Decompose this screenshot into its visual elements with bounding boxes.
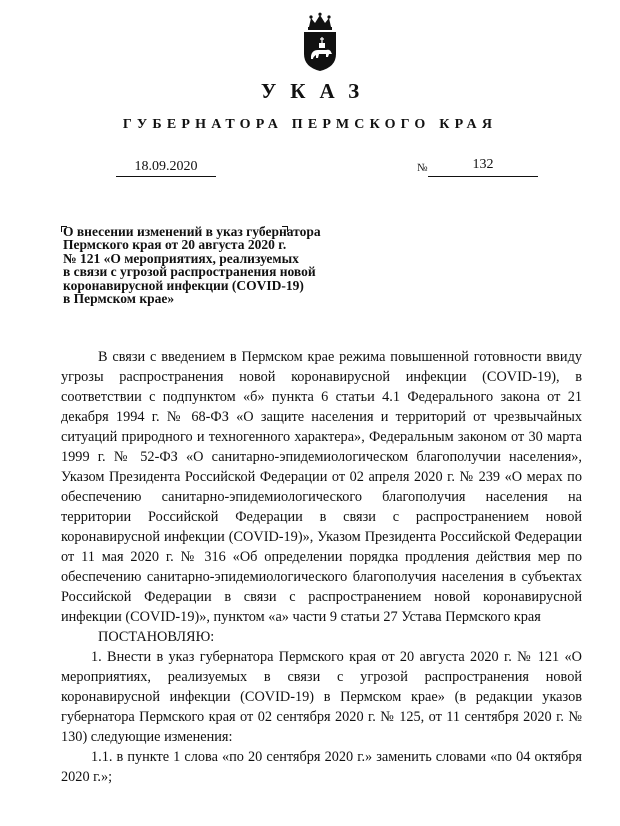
- document-date: 18.09.2020: [116, 158, 216, 177]
- heading-line: коронавирусной инфекции (COVID-19): [63, 277, 304, 293]
- document-heading: [63, 225, 383, 305]
- number-sign: №: [417, 162, 428, 174]
- heading-line: в связи с угрозой распространения новой: [63, 264, 316, 280]
- heading-line: Пермского края от 20 августа 2020 г.: [63, 237, 287, 253]
- document-body: [61, 347, 582, 787]
- document-title: УКАЗ: [260, 79, 374, 103]
- item-1-paragraph: 1. Внести в указ губернатора Пермского края от 20 августа 2020 г. № 121 «О мероприятиях, реализуемых в связи с угрозой распространения новой коронавирусной инфекции (COVID-19) в Пермском крае» (в редакции указов губернатора Пермского края от 02 сентября 2020 г. № 125, от 11 сентября 2020 г. № 130) следующие изменения:: [61, 649, 582, 745]
- heading-line: О внесении изменений в указ губернатора: [63, 224, 321, 239]
- item-1-1-paragraph: 1.1. в пункте 1 слова «по 20 сентября 2020 г.» заменить словами «по 04 октября 2020 г.»;: [61, 749, 582, 785]
- decree-word: ПОСТАНОВЛЯЮ:: [98, 629, 215, 645]
- document-issuer: ГУБЕРНАТОРА ПЕРМСКОГО КРАЯ: [122, 117, 498, 132]
- heading-line: в Пермском крае»: [63, 291, 175, 307]
- heading-line: № 121 «О мероприятиях, реализуемых: [63, 250, 299, 266]
- preamble-paragraph: В связи с введением в Пермском крае режима повышенной готовности ввиду угрозы распространения новой коронавирусной инфекции (COVID-19), в соответствии с подпунктом «б» пункта 6 статьи 4.1 Федерального закона от 21 декабря 1994 г. № 68-ФЗ «О защите населения и территорий от чрезвычайных ситуаций природного и техногенного характера», Федеральным законом от 30 марта 1999 г. № 52-ФЗ «О санитарно-эпидемиологическом благополучии населения», Указом Президента Российской Федерации от 02 апреля 2020 г. № 239 «О мерах по обеспечению санитарно-эпидемиологического благополучия населения на территории Российской Федерации в связи с распространением новой коронавирусной инфекции (COVID-19)», Указом Президента Российской Федерации от 11 мая 2020 г. № 316 «Об определении порядка продления действия мер по обеспечению санитарно-эпидемиологического благополучия населения в субъектах Российской Федерации в связи с распространением новой коронавирусной инфекции (COVID-19)», пунктом «а» части 9 статьи 27 Устава Пермского края: [61, 349, 582, 625]
- document-number: 132: [428, 156, 538, 177]
- perm-krai-coat-of-arms-icon: [301, 12, 339, 72]
